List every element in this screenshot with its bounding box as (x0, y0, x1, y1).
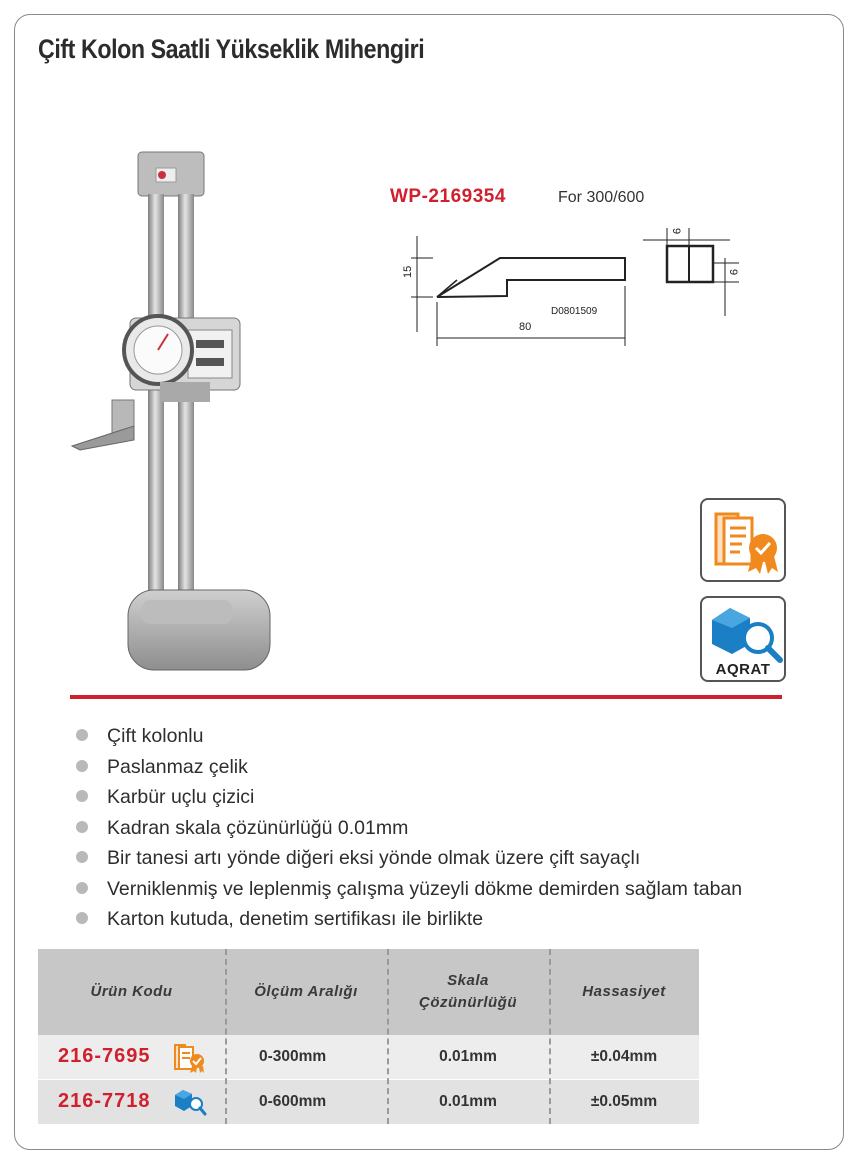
bullet-icon (76, 760, 88, 772)
resolution-cell: 0.01mm (439, 1093, 497, 1110)
dim-section: 9 (727, 269, 739, 276)
header-accuracy: Hassasiyet (582, 983, 666, 1000)
dim-length: 80 (519, 321, 532, 333)
feature-item: Çift kolonlu (76, 724, 742, 755)
bullet-icon (76, 729, 88, 741)
product-code: 216-7695 (58, 1045, 151, 1067)
dim-height: 15 (402, 265, 414, 278)
accuracy-cell: ±0.04mm (590, 1048, 658, 1065)
accuracy-cell: ±0.05mm (590, 1093, 658, 1110)
feature-item: Verniklenmiş ve leplenmiş çalışma yüzeyli dökme demirden sağlam taban (76, 877, 742, 908)
page-title: Çift Kolon Saatli Yükseklik Mihengiri (38, 34, 425, 64)
header-code: Ürün Kodu (90, 983, 173, 1000)
dim-width: 9 (670, 228, 682, 235)
aqrat-badge-label: AQRAT (715, 661, 771, 678)
table-row (38, 1035, 699, 1079)
bullet-icon (76, 882, 88, 894)
column-divider (549, 949, 551, 1124)
feature-item: Karton kutuda, denetim sertifikası ile birlikte (76, 907, 742, 938)
bullet-icon (76, 790, 88, 802)
header-resolution: Skala Çözünürlüğü (419, 972, 517, 1011)
product-code: 216-7718 (58, 1090, 151, 1112)
feature-list (76, 724, 742, 938)
range-cell: 0-300mm (259, 1048, 327, 1065)
drawing-number: D0801509 (551, 306, 598, 317)
header-range: Ölçüm Aralığı (254, 983, 358, 1000)
certificate-icon (173, 1041, 207, 1073)
resolution-cell: 0.01mm (439, 1048, 497, 1065)
certificate-badge (700, 498, 786, 582)
aqrat-badge (700, 596, 786, 682)
part-code: WP-2169354 (390, 186, 506, 207)
height-gauge-image (70, 150, 275, 680)
bullet-icon (76, 912, 88, 924)
table-row (38, 1080, 699, 1124)
feature-item: Kadran skala çözünürlüğü 0.01mm (76, 816, 742, 847)
part-applicability: For 300/600 (558, 189, 645, 206)
bullet-icon (76, 821, 88, 833)
column-divider (387, 949, 389, 1124)
aqrat-search-icon (173, 1086, 207, 1118)
certificate-icon (702, 500, 788, 584)
range-cell: 0-600mm (259, 1093, 327, 1110)
feature-item: Karbür uçlu çizici (76, 785, 742, 816)
section-divider (70, 695, 782, 699)
feature-item: Paslanmaz çelik (76, 755, 742, 786)
bullet-icon (76, 851, 88, 863)
spec-table (38, 949, 699, 1124)
scriber-tip-drawing (395, 222, 635, 352)
cross-section-drawing (635, 218, 745, 318)
feature-item: Bir tanesi artı yönde diğeri eksi yönde olmak üzere çift sayaçlı (76, 846, 742, 877)
column-divider (225, 949, 227, 1124)
